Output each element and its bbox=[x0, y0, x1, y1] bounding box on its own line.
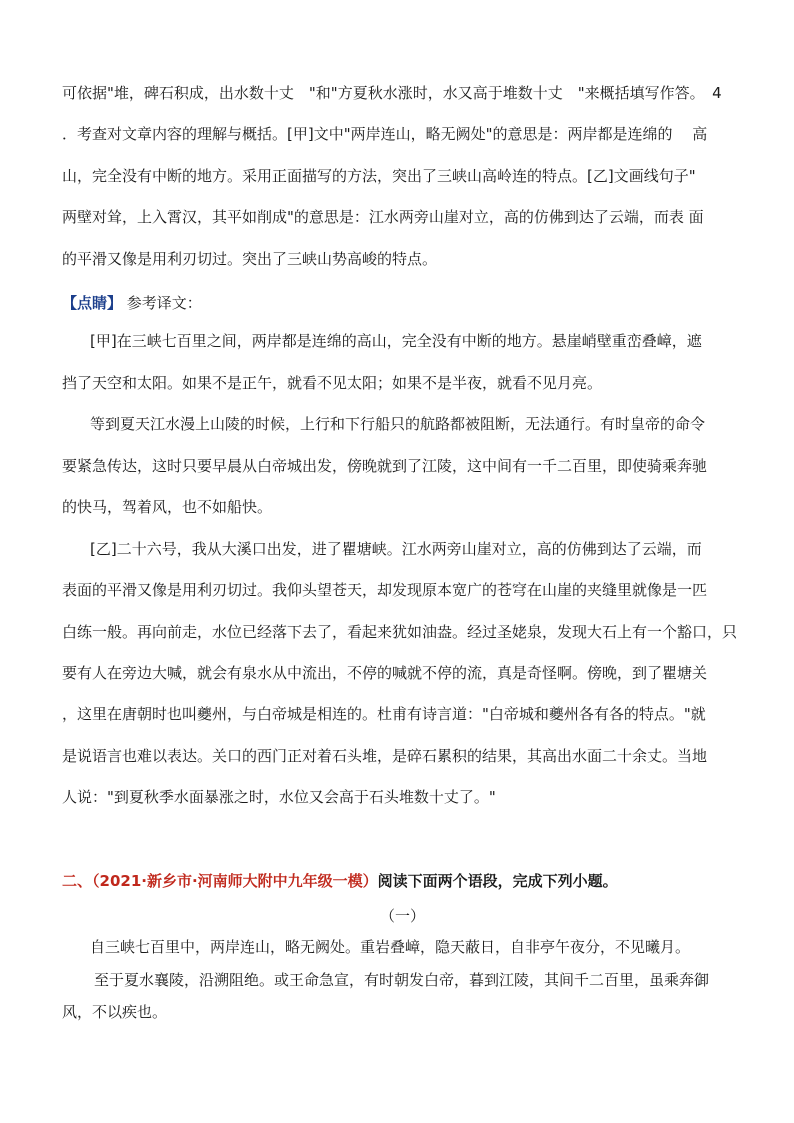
analysis-line-1: 可依据"堆，碑石积成，出水数十丈 "和"方夏秋水涨时，水又高于堆数十丈 "来概括填写作答。 4 bbox=[62, 84, 722, 102]
analysis-line-3: 山，完全没有中断的地方。采用正面描写的方法，突出了三峡山高岭连的特点。[乙]文画线句子" bbox=[62, 167, 696, 185]
translation-p2-line-2: 要紧急传达，这时只要早晨从白帝城出发，傍晚就到了江陵，这中间有一千二百里，即使骑乘奔驰 bbox=[62, 457, 708, 475]
dianjing-tag: 【点睛】 bbox=[62, 294, 123, 312]
translation-p3-line-5: ，这里在唐朝时也叫夔州，与白帝城是相连的。杜甫有诗言道："白帝城和夔州各有各的特点。"就 bbox=[62, 705, 706, 723]
passage-1-line-3: 风，不以疾也。 bbox=[62, 1003, 168, 1021]
dianjing-label: 参考译文： bbox=[126, 294, 202, 312]
question-2-source: （2021·新乡市·河南师大附中九年级一模） bbox=[92, 872, 378, 890]
analysis-line-2: ．考查对文章内容的理解与概括。[甲]文中"两岸连山，略无阙处"的意思是：两岸都是连绵的 高 bbox=[62, 125, 708, 143]
passage-1-line-1: 自三峡七百里中，两岸连山，略无阙处。重岩叠嶂，隐天蔽日，自非亭午夜分，不见曦月。 bbox=[90, 938, 691, 956]
passage-1-line-2: 至于夏水襄陵，沿溯阻绝。或王命急宣，有时朝发白帝，暮到江陵，其间千二百里，虽乘奔御 bbox=[94, 971, 710, 989]
question-2-heading bbox=[62, 871, 618, 891]
dianjing-heading bbox=[62, 293, 202, 313]
translation-p3-line-1: [乙]二十六号，我从大溪口出发，进了瞿塘峡。江水两旁山崖对立，高的仿佛到达了云端，而 bbox=[90, 540, 702, 558]
passage-1-heading: （一） bbox=[380, 907, 426, 925]
translation-p3-line-4: 要有人在旁边大喊，就会有泉水从中流出，不停的喊就不停的流，真是奇怪啊。傍晚，到了瞿塘关 bbox=[62, 664, 708, 682]
question-2-prompt: 阅读下面两个语段，完成下列小题。 bbox=[377, 872, 618, 890]
translation-p2-line-1: 等到夏天江水漫上山陵的时候，上行和下行船只的航路都被阻断，无法通行。有时皇帝的命令 bbox=[90, 415, 706, 433]
translation-p1-line-2: 挡了天空和太阳。如果不是正午，就看不见太阳；如果不是半夜，就看不见月亮。 bbox=[62, 374, 603, 392]
question-2-number: 二、 bbox=[62, 872, 93, 890]
translation-p3-line-6: 是说语言也难以表达。关口的西门正对着石头堆，是碎石累积的结果，其高出水面二十余丈。当地 bbox=[62, 747, 708, 765]
translation-p2-line-3: 的快马，驾着风，也不如船快。 bbox=[62, 498, 273, 516]
analysis-line-5: 的平滑又像是用利刃切过。突出了三峡山势高峻的特点。 bbox=[62, 250, 438, 268]
translation-p3-line-2: 表面的平滑又像是用利刃切过。我仰头望苍天，却发现原本宽广的苍穹在山崖的夹缝里就像是一匹 bbox=[62, 581, 708, 599]
analysis-line-4: 两壁对耸，上入霄汉，其平如削成"的意思是：江水两旁山崖对立，高的仿佛到达了云端，而表 面 bbox=[62, 208, 704, 226]
translation-p3-line-7: 人说："到夏秋季水面暴涨之时，水位又会高于石头堆数十丈了。" bbox=[62, 788, 496, 806]
translation-p3-line-3: 白练一般。再向前走，水位已经落下去了，看起来犹如油盎。经过圣姥泉，发现大石上有一个豁口，只 bbox=[62, 623, 738, 641]
translation-p1-line-1: [甲]在三峡七百里之间，两岸都是连绵的高山，完全没有中断的地方。悬崖峭壁重峦叠嶂，遮 bbox=[90, 332, 702, 350]
